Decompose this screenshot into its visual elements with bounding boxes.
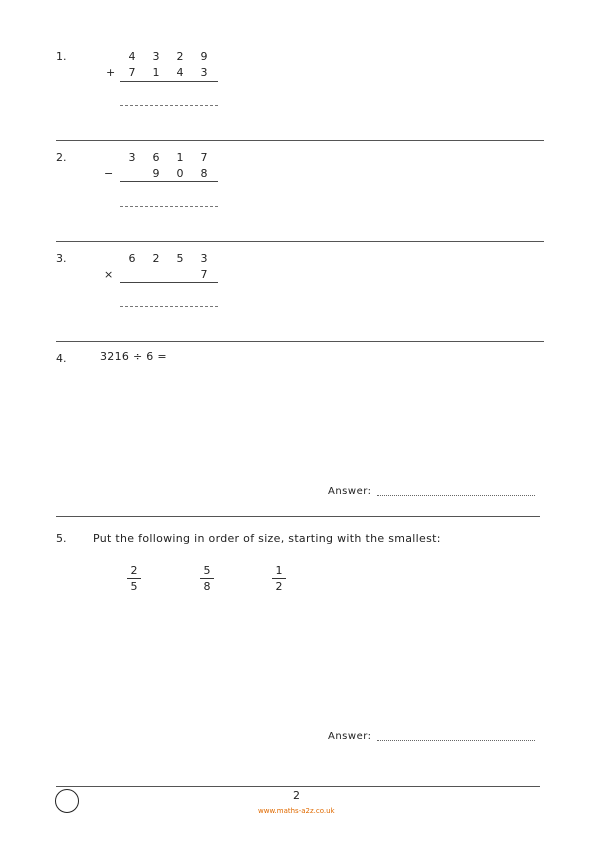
q1-operator: + [106,66,116,79]
q1-answer-line[interactable] [120,105,218,106]
fraction-one-half [272,564,286,593]
q2-bottom-digit: 0 [176,167,184,180]
q2-top-digit: 3 [128,151,136,164]
section-divider [56,241,544,242]
q1-bottom-digit: 1 [152,66,160,79]
q3-operator: × [104,268,114,281]
page-number: 2 [293,789,300,802]
q2-difference-line [120,181,218,182]
q4-answer-line[interactable] [377,495,535,496]
fraction-bar [200,578,214,579]
fraction-bar [272,578,286,579]
q3-top-digit: 6 [128,252,136,265]
fraction-bar [127,578,141,579]
q5-instruction: Put the following in order of size, starting with the smallest: [93,532,441,545]
q3-top-digit: 3 [200,252,208,265]
section-divider [56,140,544,141]
q1-top-digit: 2 [176,50,184,63]
q1-bottom-digit: 7 [128,66,136,79]
fraction-denominator: 8 [203,580,211,593]
question-4-number: 4. [56,352,67,365]
fraction-numerator: 2 [130,564,138,577]
q3-top-digit: 2 [152,252,160,265]
q2-top-digit: 1 [176,151,184,164]
section-divider [56,341,544,342]
question-1-number: 1. [56,50,67,63]
score-circle [55,789,79,813]
q1-top-digit: 4 [128,50,136,63]
q2-top-digit: 7 [200,151,208,164]
fraction-denominator: 5 [130,580,138,593]
q4-answer-label: Answer: [328,486,372,497]
q3-answer-line[interactable] [120,306,218,307]
fraction-denominator: 2 [275,580,283,593]
fraction-numerator: 1 [275,564,283,577]
q2-bottom-digit: 9 [152,167,160,180]
q5-answer-label: Answer: [328,731,372,742]
q3-bottom-digit: 7 [200,268,208,281]
question-5-number: 5. [56,532,67,545]
fraction-numerator: 5 [203,564,211,577]
q3-product-line [120,282,218,283]
question-2-number: 2. [56,151,67,164]
q2-answer-line[interactable] [120,206,218,207]
fraction-five-eighths [200,564,214,593]
question-3-number: 3. [56,252,67,265]
q2-top-digit: 6 [152,151,160,164]
section-divider [56,516,540,517]
q3-top-digit: 5 [176,252,184,265]
q1-top-digit: 9 [200,50,208,63]
q1-top-digit: 3 [152,50,160,63]
q5-answer-line[interactable] [377,740,535,741]
q1-bottom-digit: 3 [200,66,208,79]
q1-bottom-digit: 4 [176,66,184,79]
q2-operator: − [104,167,114,180]
q1-sum-line [120,81,218,82]
q2-bottom-digit: 8 [200,167,208,180]
fraction-two-fifths [127,564,141,593]
website-link[interactable]: www.maths-a2z.co.uk [258,807,335,815]
footer-divider [56,786,540,787]
q4-expression: 3216 ÷ 6 = [100,350,167,363]
